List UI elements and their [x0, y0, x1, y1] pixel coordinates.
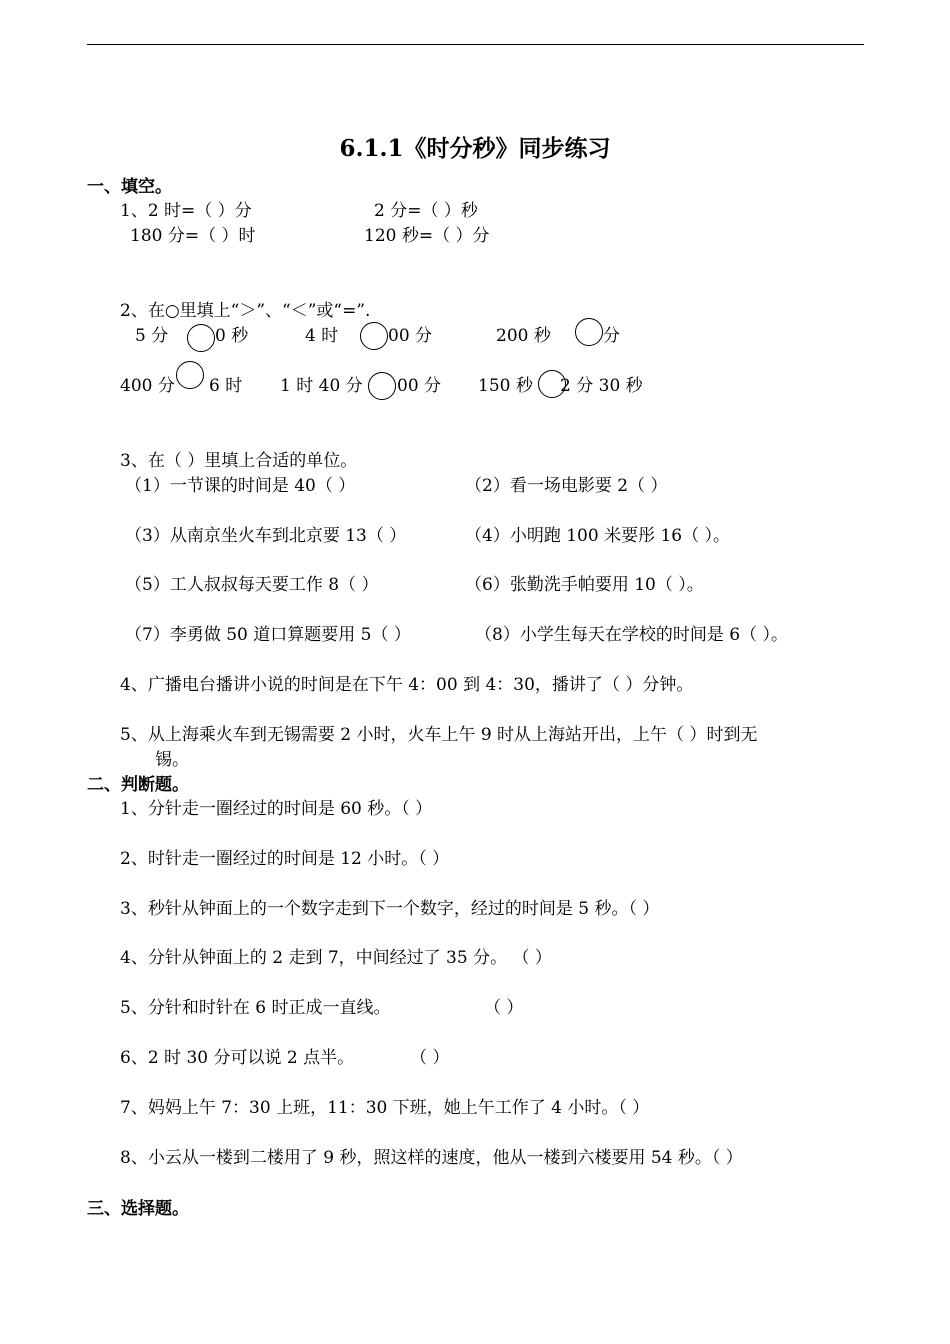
compare-circle[interactable] [575, 318, 603, 346]
page-title: 6.1.1《时分秒》同步练习 [339, 135, 611, 162]
q1-c: 180 分=（ ）时 [130, 226, 256, 246]
section-3-heading: 三、选择题。 [87, 1199, 189, 1219]
judge-item-7: 7、妈妈上午 7：30 上班，11：30 下班，她上午工作了 4 小时。（ ） [120, 1098, 650, 1118]
compare-circle[interactable] [368, 372, 396, 400]
q2-r2-d: 00 分 [397, 376, 442, 396]
judge-item-1: 1、分针走一圈经过的时间是 60 秒。（ ） [120, 799, 433, 819]
q2-r1-f: 分 [603, 326, 620, 346]
q2-r2-b: 6 时 [209, 376, 243, 396]
q1-b: 2 分=（ ）秒 [374, 201, 478, 221]
judge-item-2: 2、时针走一圈经过的时间是 12 小时。（ ） [120, 849, 450, 869]
judge-item-4: 4、分针从钟面上的 2 走到 7，中间经过了 35 分。 （ ） [120, 948, 552, 968]
q2-r1-e: 200 秒 [496, 326, 551, 346]
compare-circle[interactable] [360, 322, 388, 350]
header-rule [87, 44, 864, 45]
q3-item-4: （4）小明跑 100 米要彤 16（ ）。 [465, 526, 731, 546]
compare-circle[interactable] [176, 361, 204, 389]
q3-item-8: （8）小学生每天在学校的时间是 6（ ）。 [475, 625, 788, 645]
judge-item-6: 6、2 时 30 分可以说 2 点半。 [120, 1048, 355, 1068]
judge-item-8: 8、小云从一楼到二楼用了 9 秒，照这样的速度，他从一楼到六楼要用 54 秒。（ ） [120, 1148, 743, 1168]
q2-r2-c: 1 时 40 分 [280, 376, 363, 396]
q2-r1-a: 5 分 [135, 326, 169, 346]
section-2-heading: 二、判断题。 [87, 775, 189, 795]
q3-item-7: （7）李勇做 50 道口算题要用 5（ ） [125, 625, 411, 645]
compare-circle[interactable] [187, 324, 215, 352]
section-1-heading: 一、填空。 [87, 177, 172, 197]
q5-line-1: 5、从上海乘火车到无锡需要 2 小时，火车上午 9 时从上海站开出，上午（ ）时到无 [120, 725, 758, 745]
q5-line-2: 锡。 [155, 750, 189, 770]
q2-r1-b: 0 秒 [215, 326, 249, 346]
q3-item-2: （2）看一场电影要 2（ ） [465, 476, 668, 496]
judge-item-5: 5、分针和时针在 6 时正成一直线。 [120, 998, 391, 1018]
judge-item-3: 3、秒针从钟面上的一个数字走到下一个数字，经过的时间是 5 秒。（ ） [120, 899, 660, 919]
q2-r2-f: 2 分 30 秒 [560, 376, 643, 396]
q3-item-3: （3）从南京坐火车到北京要 13（ ） [125, 526, 407, 546]
q2-r2-e: 150 秒 [478, 376, 533, 396]
q3-item-1: （1）一节课的时间是 40（ ） [125, 476, 356, 496]
judge-item-5-paren: （ ） [484, 998, 524, 1018]
q1-a: 1、2 时=（ ）分 [120, 201, 252, 221]
q3-item-5: （5）工人叔叔每天要工作 8（ ） [125, 575, 379, 595]
q2-r1-c: 4 时 [305, 326, 339, 346]
q2-prompt: 2、在○里填上“＞”、“＜”或“=”. [120, 301, 371, 321]
judge-item-6-paren: （ ） [410, 1048, 450, 1068]
q2-r1-d: 00 分 [388, 326, 433, 346]
q4: 4、广播电台播讲小说的时间是在下午 4：00 到 4：30，播讲了（ ）分钟。 [120, 675, 694, 695]
q3-prompt: 3、在（ ）里填上合适的单位。 [120, 451, 358, 471]
q1-d: 120 秒=（ ）分 [364, 226, 490, 246]
q2-r2-a: 400 分 [120, 376, 175, 396]
q3-item-6: （6）张勤洗手帕要用 10（ ）。 [465, 575, 704, 595]
